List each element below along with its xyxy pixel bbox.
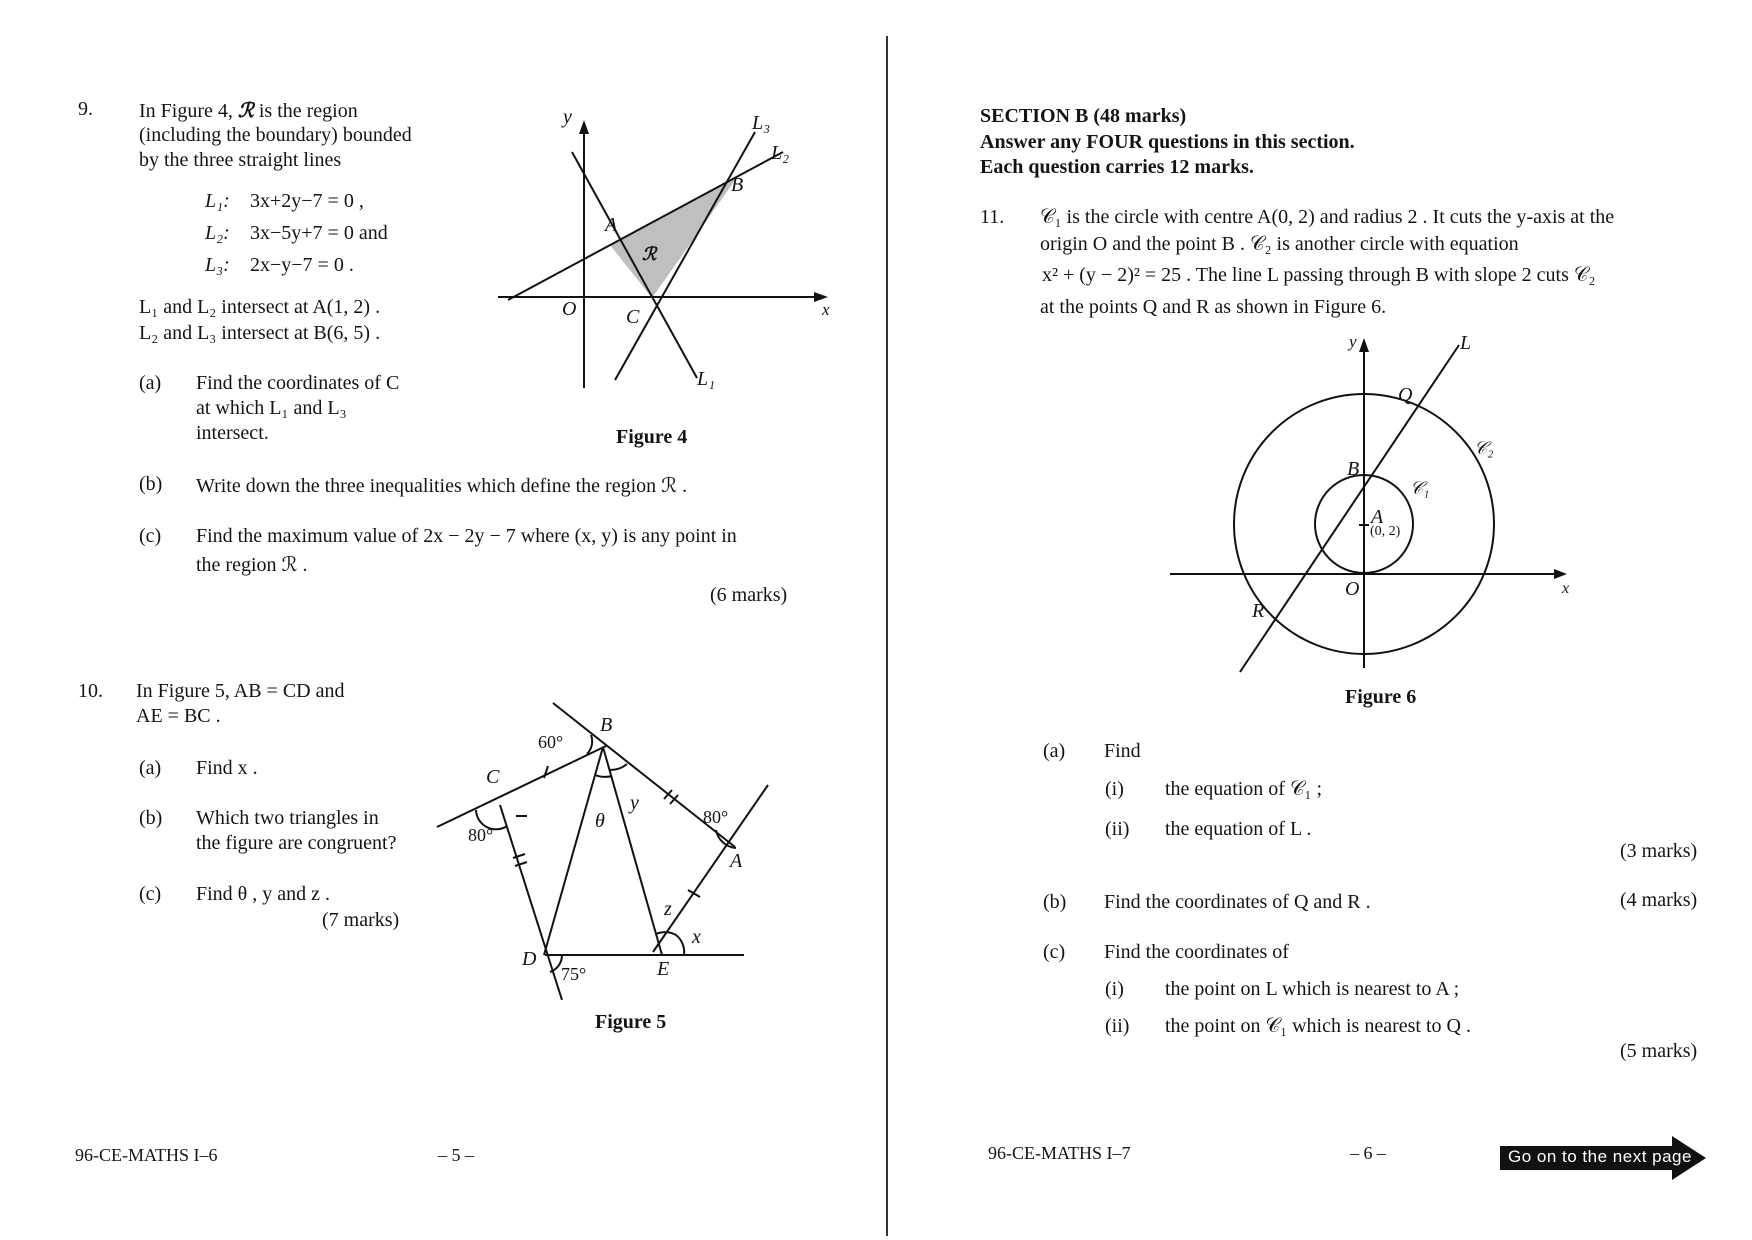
q11a-ii-label: (ii) <box>1105 818 1130 840</box>
fig6-x-label: x <box>1562 580 1570 597</box>
q9c-text-2: the region ℛ . <box>196 554 308 576</box>
section-b-title: SECTION B (48 marks) <box>980 105 1187 127</box>
x-axis-arrow-icon <box>1554 569 1567 579</box>
fig6-Q-label: Q <box>1398 384 1413 406</box>
q9-intro-line-2: (including the boundary) bounded <box>139 124 412 146</box>
fig5-angle-80-right: 80° <box>703 807 729 827</box>
q10b-text-1: Which two triangles in <box>196 807 379 829</box>
fig4-L1-label: L₁ <box>697 368 716 390</box>
line-BE <box>603 747 662 955</box>
q9c-label: (c) <box>139 525 162 547</box>
q11-stem-3: x² + (y − 2)² = 25 . The line L passing through B with slope 2 cuts 𝒞₂ <box>1042 264 1596 286</box>
q11a-i-label: (i) <box>1105 778 1124 800</box>
q9-line-L3-name: L₃: <box>205 254 230 276</box>
fig6-O-label: O <box>1345 578 1360 600</box>
section-b-instruction-2: Each question carries 12 marks. <box>980 156 1254 178</box>
right-page-number: – 6 – <box>1350 1143 1386 1163</box>
q9-marks: (6 marks) <box>710 584 788 606</box>
fig6-A-label: A <box>1371 506 1384 528</box>
q9-line-L2-name: L₂: <box>205 222 230 244</box>
angle-arc-y <box>610 764 627 770</box>
fig6-y-label: y <box>1349 332 1357 351</box>
figure-6 <box>1160 330 1580 690</box>
left-footer-code: 96-CE-MATHS I–6 <box>75 1145 218 1165</box>
q11a-ii-text: the equation of L . <box>1165 818 1312 840</box>
fig5-D-label: D <box>522 948 537 970</box>
q9-line-L2-eq: 3x−5y+7 = 0 and <box>250 222 388 244</box>
q11a-text: Find <box>1104 740 1141 762</box>
fig6-C1-label: 𝒞₁ <box>1410 478 1430 498</box>
fig4-A-label: A <box>605 214 618 236</box>
q9a-text-3: intersect. <box>196 422 269 444</box>
fig6-A-coordinates: (0, 2) <box>1370 524 1401 539</box>
figure-5 <box>420 690 780 1010</box>
fig4-y-label: y <box>563 106 572 128</box>
region-symbol: ℛ <box>237 100 254 122</box>
figure-4-caption: Figure 4 <box>616 426 688 448</box>
fig4-B-label: B <box>731 174 744 196</box>
q11a-i-text: the equation of 𝒞₁ ; <box>1165 778 1323 800</box>
q9-intersection-A: L₁ and L₂ intersect at A(1, 2) . <box>139 296 381 318</box>
q10-intro-2: AE = BC . <box>136 705 221 727</box>
fig6-B-label: B <box>1347 458 1360 480</box>
fig4-L2-label: L₂ <box>771 142 790 164</box>
fig5-z-label: z <box>664 898 672 920</box>
q9c-text-1: Find the maximum value of 2x − 2y − 7 where (x, y) is any point in <box>196 525 737 547</box>
go-on-next-page-banner <box>1500 1136 1710 1180</box>
q9b-text: Write down the three inequalities which define the region ℛ . <box>196 475 688 497</box>
q10a-label: (a) <box>139 757 162 779</box>
fig5-y-label: y <box>630 792 639 814</box>
q9a-text-2: at which L₁ and L₃ <box>196 397 347 419</box>
q11c-label: (c) <box>1043 941 1066 963</box>
fig4-O-label: O <box>562 298 577 320</box>
q10c-text: Find θ , y and z . <box>196 883 331 905</box>
next-page-text: Go on to the next page <box>1508 1147 1692 1166</box>
fig5-C-label: C <box>486 766 500 788</box>
q9-line-L1-name: L₁: <box>205 190 230 212</box>
q9a-label: (a) <box>139 372 162 394</box>
q9-intro-line-3: by the three straight lines <box>139 149 342 171</box>
q11c-i-label: (i) <box>1105 978 1124 1000</box>
line-C-B-extended <box>437 746 606 827</box>
q10-marks: (7 marks) <box>322 909 400 931</box>
q11c-marks: (5 marks) <box>1620 1040 1698 1062</box>
q10b-label: (b) <box>139 807 163 829</box>
section-b-instruction-1: Answer any FOUR questions in this section. <box>980 131 1355 153</box>
q10a-text: Find x . <box>196 757 258 779</box>
fig5-theta-label: θ <box>595 810 605 832</box>
q9-intersection-B: L₂ and L₃ intersect at B(6, 5) . <box>139 322 381 344</box>
left-page-number: – 5 – <box>438 1145 474 1165</box>
angle-arc-theta <box>595 775 612 777</box>
q11c-ii-label: (ii) <box>1105 1015 1130 1037</box>
tick-CD-2 <box>515 862 527 866</box>
q11a-marks: (3 marks) <box>1620 840 1698 862</box>
q11c-text: Find the coordinates of <box>1104 941 1289 963</box>
fig5-angle-75: 75° <box>561 964 587 984</box>
fig5-E-label: E <box>657 958 670 980</box>
q11-number: 11. <box>980 206 1005 228</box>
angle-arc-60 <box>587 735 592 754</box>
tick-AB <box>544 766 548 778</box>
q10-intro-1: In Figure 5, AB = CD and <box>136 680 345 702</box>
page-divider <box>886 36 888 1236</box>
q9-line-L3-eq: 2x−y−7 = 0 . <box>250 254 354 276</box>
line-BD <box>544 747 603 955</box>
q9-line-L1-eq: 3x+2y−7 = 0 , <box>250 190 364 212</box>
q11b-marks: (4 marks) <box>1620 889 1698 911</box>
angle-arc-x <box>676 935 684 955</box>
q11b-text: Find the coordinates of Q and R . <box>1104 891 1371 913</box>
q11-stem-2: origin O and the point B . 𝒞₂ is another circle with equation <box>1040 233 1519 255</box>
fig5-angle-60: 60° <box>538 732 564 752</box>
fig4-C-label: C <box>626 306 640 328</box>
fig4-R-label: ℛ <box>642 244 657 264</box>
q9b-label: (b) <box>139 473 163 495</box>
q11b-label: (b) <box>1043 891 1067 913</box>
fig5-x-label: x <box>692 926 701 948</box>
fig5-angle-80-left: 80° <box>468 825 494 845</box>
fig6-C2-label: 𝒞₂ <box>1474 438 1494 458</box>
fig6-R-label: R <box>1252 600 1265 622</box>
q11c-ii-text: the point on 𝒞₁ which is nearest to Q . <box>1165 1015 1471 1037</box>
q11-stem-1: 𝒞₁ is the circle with centre A(0, 2) and radius 2 . It cuts the y-axis at the <box>1040 206 1615 228</box>
q11c-i-text: the point on L which is nearest to A ; <box>1165 978 1460 1000</box>
q11a-label: (a) <box>1043 740 1066 762</box>
fig4-L3-label: L₃ <box>752 112 771 134</box>
figure-5-caption: Figure 5 <box>595 1011 667 1033</box>
q9-intro-line-1: In Figure 4, ℛ is the region <box>139 100 358 122</box>
q11-stem-4: at the points Q and R as shown in Figure 6. <box>1040 296 1387 318</box>
fig5-B-label: B <box>600 714 613 736</box>
q10-number: 10. <box>78 680 103 702</box>
q10b-text-2: the figure are congruent? <box>196 832 397 854</box>
fig4-x-label: x <box>822 300 830 319</box>
q9-number: 9. <box>78 98 93 120</box>
fig5-A-label: A <box>730 850 743 872</box>
y-axis-arrow-icon <box>1359 338 1369 352</box>
figure-6-caption: Figure 6 <box>1345 686 1417 708</box>
fig6-L-label: L <box>1460 332 1472 354</box>
q10c-label: (c) <box>139 883 162 905</box>
q9a-text-1: Find the coordinates of C <box>196 372 400 394</box>
right-footer-code: 96-CE-MATHS I–7 <box>988 1143 1131 1163</box>
y-axis-arrow-icon <box>579 120 589 134</box>
